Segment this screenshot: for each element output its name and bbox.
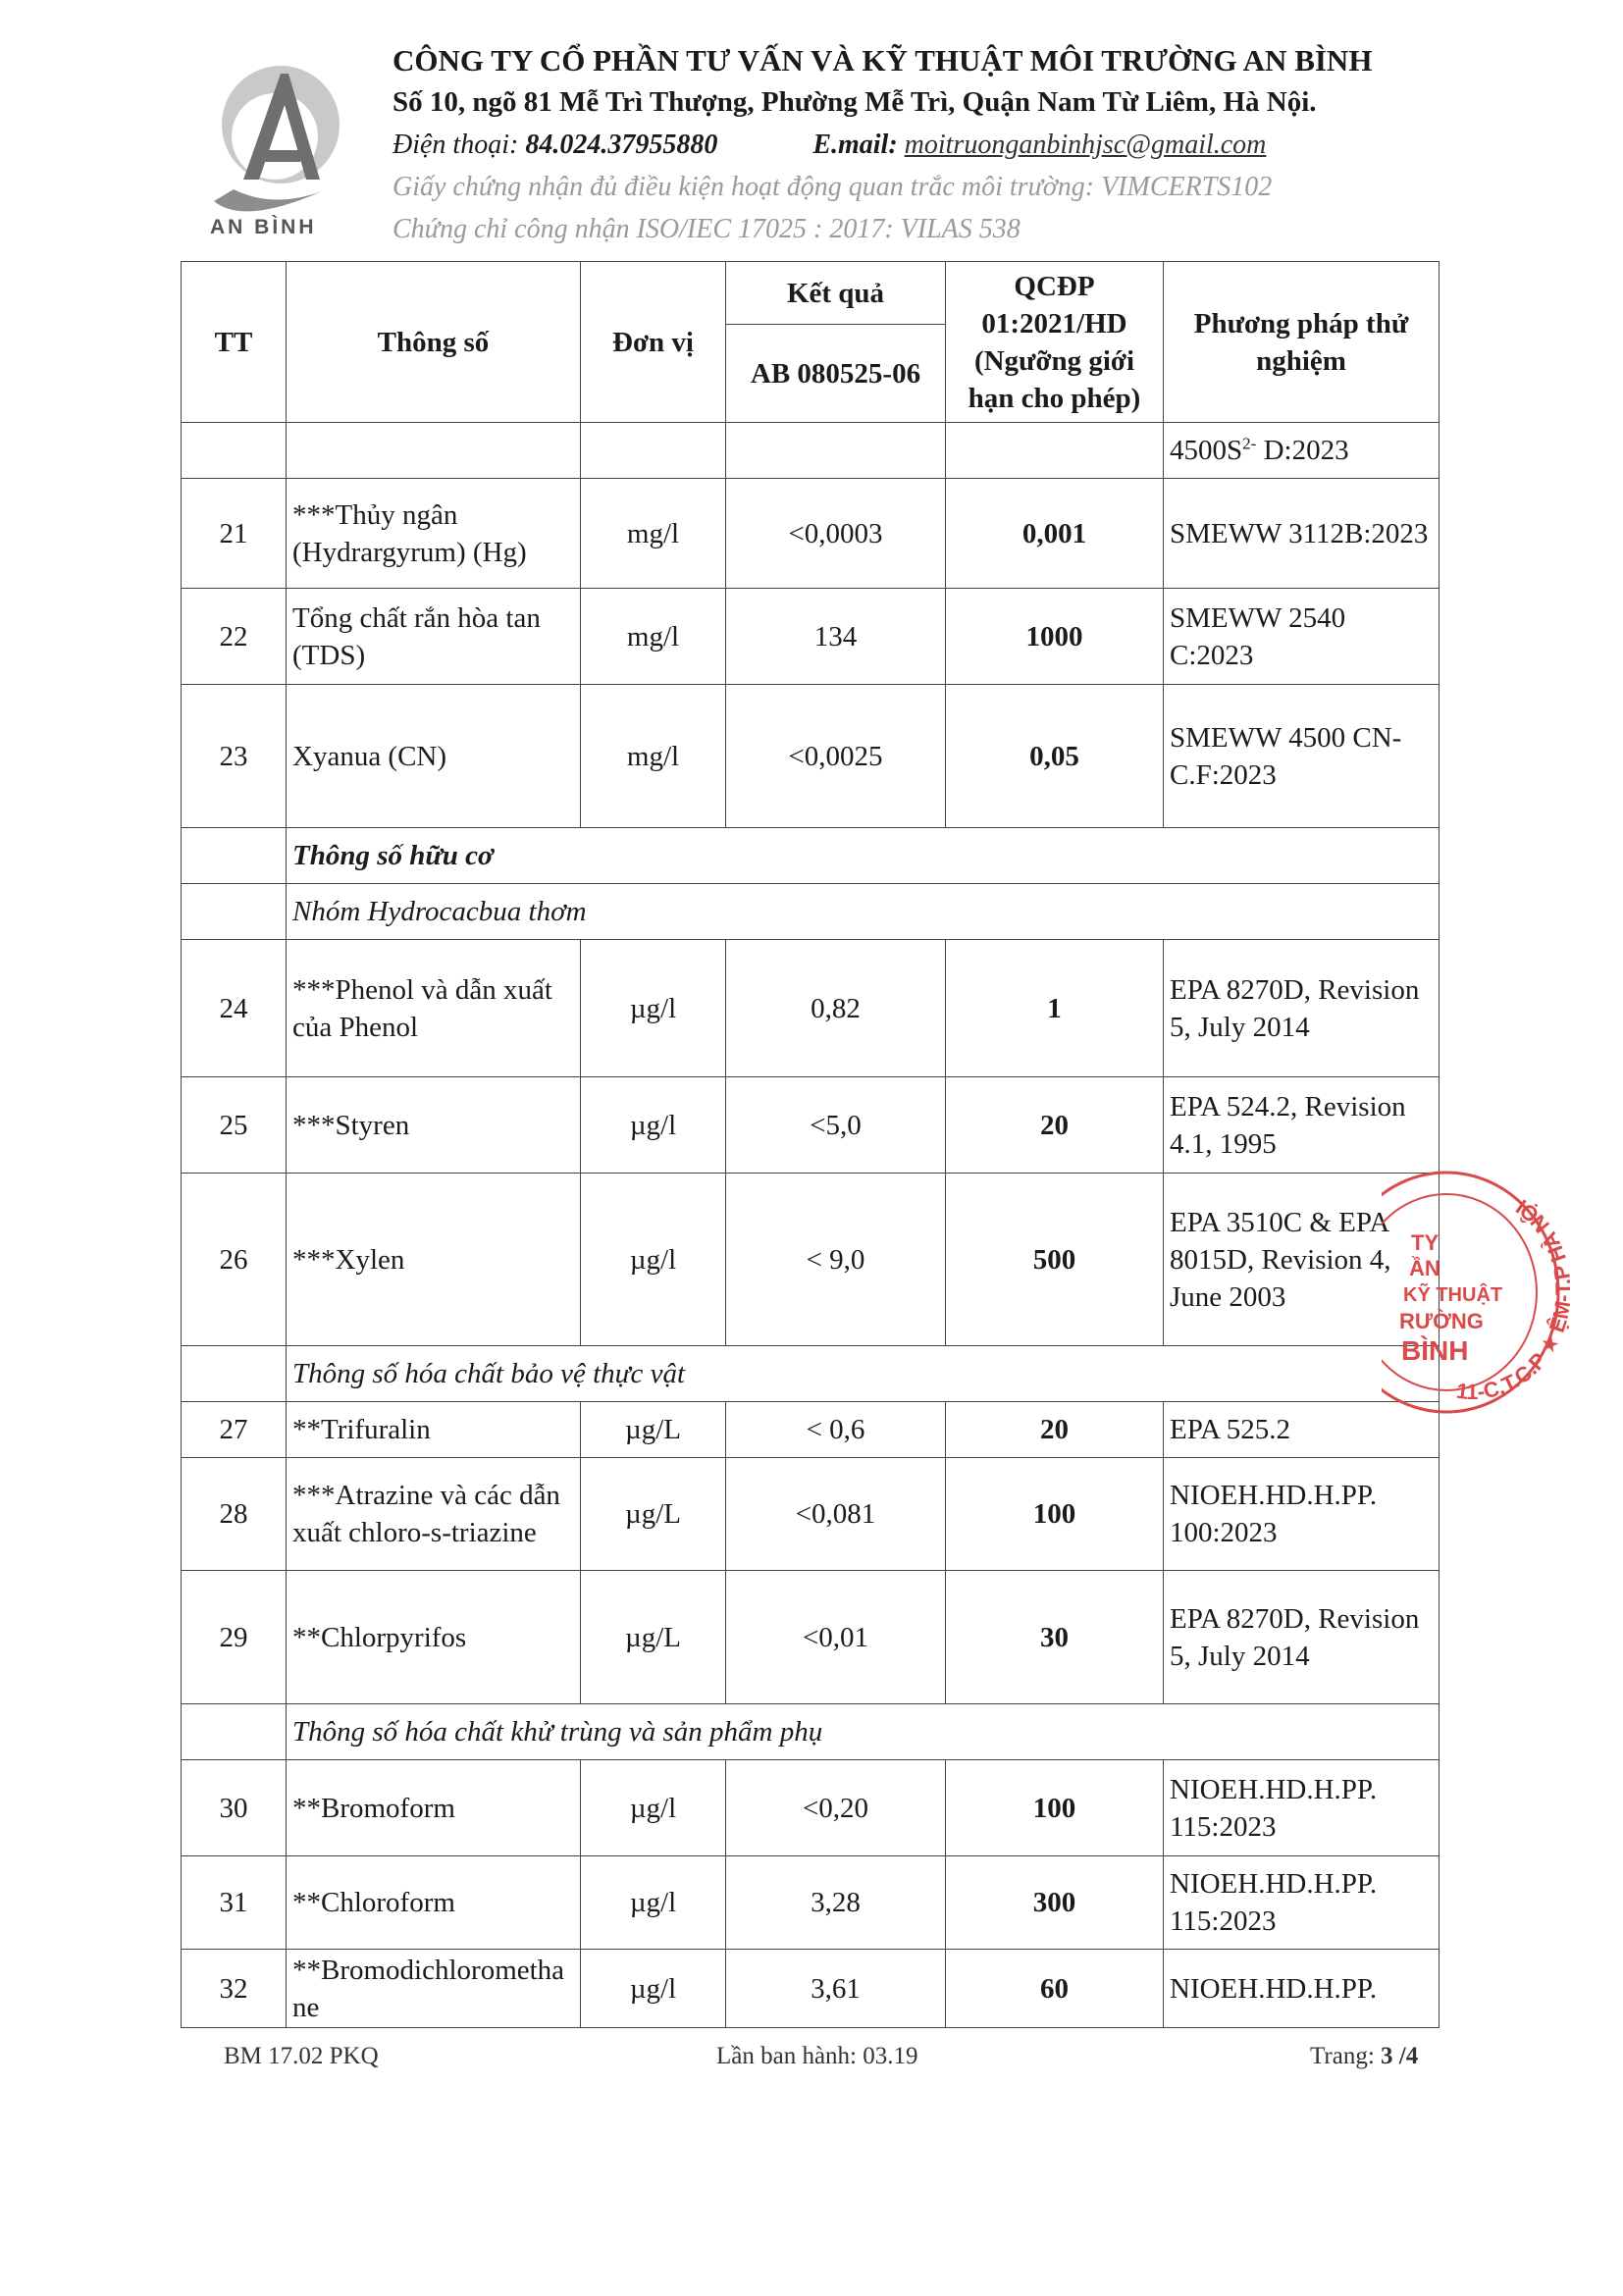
- row-result: <0,0003: [726, 479, 946, 589]
- phone-value: 84.024.37955880: [525, 130, 718, 160]
- row-limit: 1000: [946, 589, 1164, 685]
- table-row: [182, 1950, 1440, 2028]
- row-limit: 20: [946, 1402, 1164, 1458]
- table-row: [182, 940, 1440, 1077]
- row-result: < 9,0: [726, 1174, 946, 1346]
- row-method: NIOEH.HD.H.PP. 100:2023: [1164, 1458, 1440, 1571]
- row-method: EPA 525.2: [1164, 1402, 1440, 1458]
- row-tt: 31: [182, 1856, 287, 1950]
- row-param: ***Phenol và dẫn xuất của Phenol: [287, 940, 581, 1077]
- row-unit: µg/L: [581, 1571, 726, 1704]
- row-tt: 29: [182, 1571, 287, 1704]
- row-result: <0,20: [726, 1760, 946, 1856]
- row-param: ***Thủy ngân (Hydrargyrum) (Hg): [287, 479, 581, 589]
- row-param: ***Xylen: [287, 1174, 581, 1346]
- header-tt: TT: [182, 262, 287, 423]
- stamp-line: ẦN: [1409, 1256, 1440, 1280]
- row-unit: µg/l: [581, 1760, 726, 1856]
- company-logo: [204, 54, 351, 240]
- row-result: <0,0025: [726, 685, 946, 828]
- table-row: [182, 1458, 1440, 1571]
- row-tt: 27: [182, 1402, 287, 1458]
- row-unit: mg/l: [581, 685, 726, 828]
- cert-vilas: Chứng chỉ công nhận ISO/IEC 17025 : 2017: VILAS 538: [393, 214, 1021, 244]
- table-row: [182, 1402, 1440, 1458]
- row-method: SMEWW 4500 CN-C.F:2023: [1164, 685, 1440, 828]
- logo-text: AN BÌNH: [210, 216, 317, 238]
- subsection-row: [182, 1346, 1440, 1402]
- email-link[interactable]: moitruonganbinhjsc@gmail.com: [904, 130, 1267, 160]
- row-result: 3,28: [726, 1856, 946, 1950]
- row-method: EPA 8270D, Revision 5, July 2014: [1164, 1571, 1440, 1704]
- row-tt: 28: [182, 1458, 287, 1571]
- row-result: <5,0: [726, 1077, 946, 1174]
- method-continuation: $4500S^{2-}$ D:2023: [1164, 423, 1440, 479]
- header-unit: Đơn vị: [581, 262, 726, 423]
- row-param: Tổng chất rắn hòa tan (TDS): [287, 589, 581, 685]
- page-label: Trang:: [1310, 2043, 1375, 2069]
- stamp-line: BÌNH: [1401, 1335, 1469, 1366]
- phone-label: Điện thoại:: [393, 130, 519, 160]
- row-unit: µg/l: [581, 1950, 726, 2028]
- table-row: [182, 589, 1440, 685]
- row-method: EPA 524.2, Revision 4.1, 1995: [1164, 1077, 1440, 1174]
- row-limit: 100: [946, 1458, 1164, 1571]
- section-organic: Thông số hữu cơ: [287, 828, 1440, 884]
- row-result: 3,61: [726, 1950, 946, 2028]
- table-row: [182, 1571, 1440, 1704]
- row-unit: µg/l: [581, 1856, 726, 1950]
- company-address: Số 10, ngõ 81 Mễ Trì Thượng, Phường Mễ Trì, Quận Nam Từ Liêm, Hà Nội.: [393, 86, 1317, 118]
- header-standard-note: (Ngưỡng giới hạn cho phép): [968, 344, 1141, 414]
- row-param: **Bromoform: [287, 1760, 581, 1856]
- row-unit: µg/L: [581, 1458, 726, 1571]
- row-tt: 30: [182, 1760, 287, 1856]
- table-row: [182, 685, 1440, 828]
- row-method: NIOEH.HD.H.PP. 115:2023: [1164, 1856, 1440, 1950]
- header-param: Thông số: [287, 262, 581, 423]
- row-param: **Trifuralin: [287, 1402, 581, 1458]
- row-tt: 21: [182, 479, 287, 589]
- row-method: EPA 8270D, Revision 5, July 2014: [1164, 940, 1440, 1077]
- stamp-rim-text: 11-C.T.C.P ★ Ệ HÀ NỘI: [1454, 1194, 1570, 1405]
- subsection-pesticides: Thông số hóa chất bảo vệ thực vật: [287, 1346, 1440, 1402]
- row-limit: 20: [946, 1077, 1164, 1174]
- subsection-aromatic: Nhóm Hydrocacbua thơm: [287, 884, 1440, 940]
- row-limit: 30: [946, 1571, 1164, 1704]
- subsection-row: [182, 1704, 1440, 1760]
- header-standard: [946, 262, 1164, 423]
- subsection-row: [182, 884, 1440, 940]
- row-unit: µg/l: [581, 940, 726, 1077]
- header-result: Kết quả: [726, 262, 946, 325]
- row-unit: mg/l: [581, 479, 726, 589]
- row-tt: 22: [182, 589, 287, 685]
- row-limit: 0,05: [946, 685, 1164, 828]
- row-result: 0,82: [726, 940, 946, 1077]
- section-row: [182, 828, 1440, 884]
- stamp-line: RƯỜNG: [1399, 1309, 1484, 1333]
- cert-vimcerts: Giấy chứng nhận đủ điều kiện hoạt động quan trắc môi trường: VIMCERTS102: [393, 172, 1273, 202]
- form-code: BM 17.02 PKQ: [224, 2043, 379, 2069]
- stamp-line: TY: [1411, 1230, 1440, 1255]
- table-row: [182, 1760, 1440, 1856]
- row-method: SMEWW 2540 C:2023: [1164, 589, 1440, 685]
- row-limit: 60: [946, 1950, 1164, 2028]
- row-result: <0,081: [726, 1458, 946, 1571]
- row-param: **Bromodichloromethane: [287, 1950, 581, 2028]
- row-param: Xyanua (CN): [287, 685, 581, 828]
- issue-number: Lần ban hành: 03.19: [716, 2043, 918, 2069]
- company-name: CÔNG TY CỔ PHẦN TƯ VẤN VÀ KỸ THUẬT MÔI TRƯỜNG AN BÌNH: [393, 43, 1373, 78]
- table-row: [182, 1174, 1440, 1346]
- row-tt: 23: [182, 685, 287, 828]
- row-result: <0,01: [726, 1571, 946, 1704]
- page-value: 3 /4: [1381, 2043, 1419, 2069]
- table-row: [182, 1077, 1440, 1174]
- table-row: [182, 1856, 1440, 1950]
- row-param: ***Styren: [287, 1077, 581, 1174]
- header-standard-code: QCĐP 01:2021/HD: [981, 270, 1127, 339]
- row-limit: 0,001: [946, 479, 1164, 589]
- row-limit: 300: [946, 1856, 1164, 1950]
- row-result: 134: [726, 589, 946, 685]
- row-tt: 24: [182, 940, 287, 1077]
- row-method: NIOEH.HD.H.PP.: [1164, 1950, 1440, 2028]
- row-limit: 1: [946, 940, 1164, 1077]
- contact-line: [393, 130, 1266, 161]
- stamp-line: KỸ THUẬT: [1403, 1284, 1503, 1306]
- results-table: [181, 261, 1440, 2028]
- table-row-continuation: [182, 423, 1440, 479]
- table-row: [182, 479, 1440, 589]
- row-method: SMEWW 3112B:2023: [1164, 479, 1440, 589]
- logo-graphic: [204, 54, 351, 240]
- row-param: ***Atrazine và các dẫn xuất chloro-s-triazine: [287, 1458, 581, 1571]
- row-unit: µg/l: [581, 1077, 726, 1174]
- email-label: E.mail:: [812, 130, 898, 160]
- row-unit: mg/l: [581, 589, 726, 685]
- row-param: **Chloroform: [287, 1856, 581, 1950]
- row-method: NIOEH.HD.H.PP. 115:2023: [1164, 1760, 1440, 1856]
- row-result: < 0,6: [726, 1402, 946, 1458]
- header-sample-code: AB 080525-06: [726, 325, 946, 423]
- row-unit: µg/l: [581, 1174, 726, 1346]
- row-unit: µg/L: [581, 1402, 726, 1458]
- row-param: **Chlorpyrifos: [287, 1571, 581, 1704]
- row-method: EPA 3510C & EPA 8015D, Revision 4, June 2003: [1164, 1174, 1440, 1346]
- company-stamp: [1382, 1160, 1570, 1446]
- stamp-graphic: [1382, 1160, 1570, 1446]
- header-method: Phương pháp thử nghiệm: [1164, 262, 1440, 423]
- row-limit: 100: [946, 1760, 1164, 1856]
- row-limit: 500: [946, 1174, 1164, 1346]
- subsection-disinfection: Thông số hóa chất khử trùng và sản phẩm phụ: [287, 1704, 1440, 1760]
- row-tt: 26: [182, 1174, 287, 1346]
- row-tt: 32: [182, 1950, 287, 2028]
- row-tt: 25: [182, 1077, 287, 1174]
- page-number: [1310, 2043, 1418, 2070]
